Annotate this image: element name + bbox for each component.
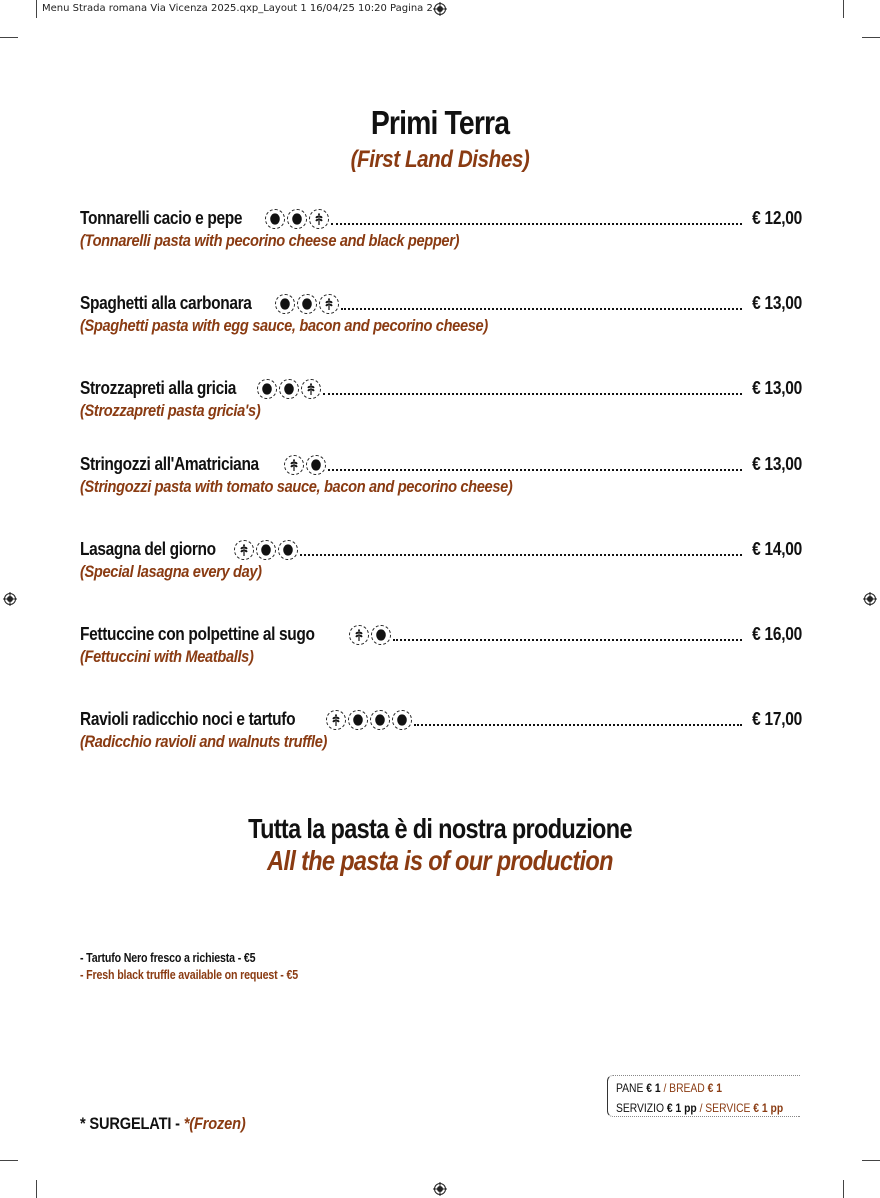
allergen-icon	[392, 710, 412, 730]
menu-item	[80, 704, 802, 752]
dish-description: (Tonnarelli pasta with pecorino cheese and black pepper)	[80, 231, 460, 250]
allergen-icon	[297, 294, 317, 314]
allergen-icons	[284, 455, 326, 475]
servizio-label: SERVIZIO	[616, 1101, 664, 1115]
crop-mark	[0, 1160, 18, 1161]
dish-description: (Radicchio ravioli and walnuts truffle)	[80, 732, 328, 751]
registration-mark-icon	[3, 592, 17, 606]
bread-price: € 1	[707, 1081, 722, 1095]
allergen-icon	[265, 209, 285, 229]
page-title: Primi Terra	[370, 104, 510, 141]
dish-name: Strozzapreti alla gricia	[80, 378, 237, 398]
dish-description: (Stringozzi pasta with tomato sauce, bacon and pecorino cheese)	[80, 477, 513, 496]
dish-price: € 13,00	[752, 293, 802, 313]
dish-price: € 14,00	[752, 539, 802, 559]
menu-item	[80, 534, 802, 582]
wheat-icon	[284, 455, 304, 475]
registration-mark-icon	[863, 592, 877, 606]
dish-name: Fettuccine con polpettine al sugo	[80, 624, 315, 644]
menu-item-line	[80, 619, 802, 645]
allergen-icons	[326, 710, 412, 730]
dish-name: Stringozzi all'Amatriciana	[80, 454, 259, 474]
menu-item	[80, 373, 802, 421]
menu-item-line	[80, 449, 802, 475]
menu-item-line	[80, 704, 802, 730]
dish-name: Lasagna del giorno	[80, 539, 216, 559]
dot-leader	[331, 223, 743, 225]
dot-leader	[414, 724, 742, 726]
frozen-note	[80, 1114, 246, 1134]
allergen-icon	[256, 540, 276, 560]
page-subtitle: (First Land Dishes)	[350, 146, 530, 173]
dish-description: (Special lasagna every day)	[80, 562, 262, 581]
crop-mark	[0, 37, 18, 38]
crop-mark	[862, 37, 880, 38]
allergen-icon	[348, 710, 368, 730]
allergen-icon	[257, 379, 277, 399]
pasta-note-italian: Tutta la pasta è di nostra produzione	[248, 813, 632, 844]
dish-description: (Spaghetti pasta with egg sauce, bacon and pecorino cheese)	[80, 316, 488, 335]
pane-label: PANE	[616, 1081, 644, 1095]
frozen-label: * SURGELATI	[80, 1114, 172, 1133]
allergen-icons	[265, 209, 329, 229]
pane-price: € 1	[646, 1081, 661, 1095]
service-price: € 1 pp	[753, 1101, 784, 1115]
menu-item	[80, 619, 802, 667]
truffle-note-english: - Fresh black truffle available on request - €5	[80, 967, 299, 982]
allergen-icon	[278, 540, 298, 560]
crop-mark	[36, 1180, 37, 1198]
registration-mark-icon	[433, 1182, 447, 1196]
wheat-icon	[326, 710, 346, 730]
bread-line	[616, 1079, 774, 1099]
allergen-icon	[371, 625, 391, 645]
truffle-note-italian: - Tartufo Nero fresco a richiesta - €5	[80, 950, 256, 965]
bread-service-box	[607, 1075, 800, 1117]
dot-leader	[328, 469, 742, 471]
crop-mark	[843, 0, 844, 18]
crop-mark	[36, 0, 37, 18]
wheat-icon	[349, 625, 369, 645]
allergen-icons	[257, 379, 321, 399]
dish-price: € 17,00	[752, 709, 802, 729]
bread-label: / BREAD	[663, 1081, 705, 1095]
frozen-separator: -	[171, 1114, 184, 1133]
dish-description: (Fettuccini with Meatballs)	[80, 647, 254, 666]
registration-mark-icon	[433, 2, 447, 16]
print-slug: Menu Strada romana Via Vicenza 2025.qxp_Layout 1 16/04/25 10:20 Pagina 2	[42, 3, 433, 14]
allergen-icons	[275, 294, 339, 314]
dot-leader	[323, 393, 742, 395]
menu-item	[80, 203, 802, 251]
dish-price: € 13,00	[752, 454, 802, 474]
dot-leader	[393, 639, 742, 641]
dish-name: Tonnarelli cacio e pepe	[80, 208, 243, 228]
service-line	[616, 1099, 784, 1119]
service-label: / SERVICE	[699, 1101, 751, 1115]
menu-item	[80, 288, 802, 336]
pasta-note-english: All the pasta is of our production	[267, 845, 613, 876]
crop-mark	[862, 1160, 880, 1161]
dish-name: Spaghetti alla carbonara	[80, 293, 252, 313]
allergen-icon	[279, 379, 299, 399]
frozen-label-english: *(Frozen)	[183, 1114, 246, 1133]
menu-item-line	[80, 373, 802, 399]
wheat-icon	[319, 294, 339, 314]
wheat-icon	[234, 540, 254, 560]
allergen-icon	[287, 209, 307, 229]
dot-leader	[300, 554, 742, 556]
wheat-icon	[301, 379, 321, 399]
allergen-icon	[370, 710, 390, 730]
allergen-icon	[275, 294, 295, 314]
crop-mark	[843, 1180, 844, 1198]
dish-description: (Strozzapreti pasta gricia's)	[80, 401, 261, 420]
dot-leader	[341, 308, 742, 310]
dish-price: € 13,00	[752, 378, 802, 398]
allergen-icons	[349, 625, 391, 645]
wheat-icon	[309, 209, 329, 229]
dish-price: € 12,00	[752, 208, 802, 228]
allergen-icons	[234, 540, 298, 560]
dish-name: Ravioli radicchio noci e tartufo	[80, 709, 296, 729]
menu-item	[80, 449, 802, 497]
menu-item-line	[80, 288, 802, 314]
servizio-price: € 1 pp	[666, 1101, 697, 1115]
menu-item-line	[80, 203, 802, 229]
allergen-icon	[306, 455, 326, 475]
menu-item-line	[80, 534, 802, 560]
dish-price: € 16,00	[752, 624, 802, 644]
